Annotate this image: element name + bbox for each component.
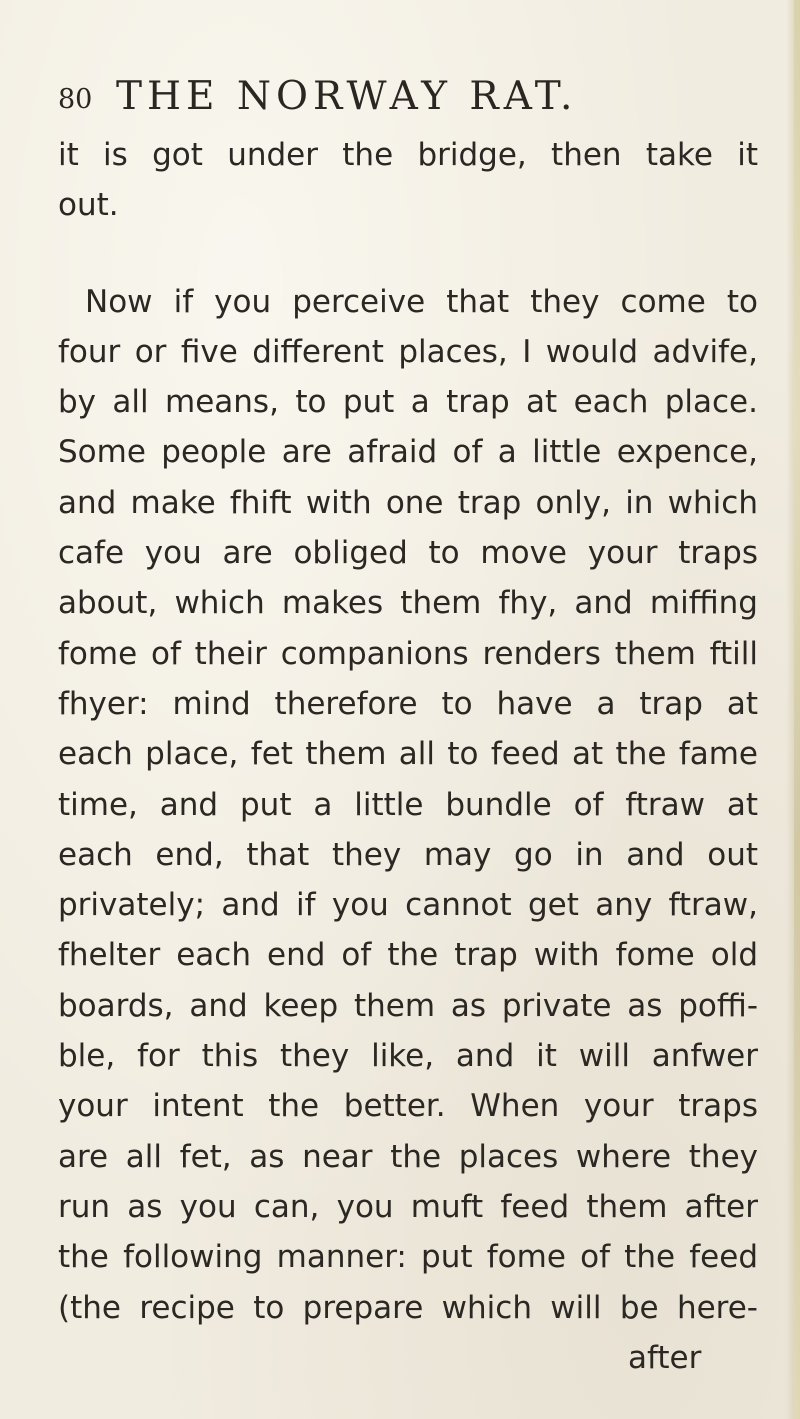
text-line: ble, for this they like, and it will anfwer — [58, 1038, 758, 1075]
page-edge — [794, 0, 800, 1419]
page-header — [58, 68, 758, 128]
text-line: run as you can, you muft feed them after — [58, 1188, 758, 1225]
body-text — [58, 130, 758, 1383]
text-line: Some people are afraid of a little expence, — [58, 434, 758, 471]
text-line: time, and put a little bundle of ftraw at — [58, 786, 758, 823]
text-line: are all fet, as near the places where they — [58, 1138, 758, 1175]
text-line: it is got under the bridge, then take it — [58, 137, 758, 173]
text-line: cafe you are obliged to move your traps — [58, 535, 758, 572]
text-line: your intent the better. When your traps — [58, 1088, 758, 1125]
text-line: fome of their companions renders them ftill — [58, 635, 758, 672]
text-line: out. — [58, 187, 119, 224]
text-line: the following manner: put fome of the feed — [58, 1239, 758, 1276]
page-number: 80 — [58, 84, 93, 115]
text-line: about, which makes them fhy, and miffing — [58, 585, 758, 622]
paragraph-start-line: Now if you perceive that they come to — [85, 283, 758, 320]
text-line: and make fhift with one trap only, in which — [58, 484, 758, 521]
text-line: fhyer: mind therefore to have a trap at — [58, 685, 758, 722]
text-line: by all means, to put a trap at each place. — [58, 384, 758, 421]
text-line: (the recipe to prepare which will be here- — [58, 1289, 758, 1326]
text-line: each end, that they may go in and out — [58, 836, 758, 873]
text-line: boards, and keep them as private as poffi- — [58, 987, 758, 1024]
running-head: THE NORWAY RAT. — [116, 74, 578, 119]
text-line: fhelter each end of the trap with fome old — [58, 937, 758, 974]
text-line: each place, fet them all to feed at the fame — [58, 736, 758, 773]
catchword: after — [628, 1339, 702, 1376]
text-line: privately; and if you cannot get any ftraw, — [58, 887, 758, 924]
text-line: four or five different places, I would advife, — [58, 333, 758, 370]
